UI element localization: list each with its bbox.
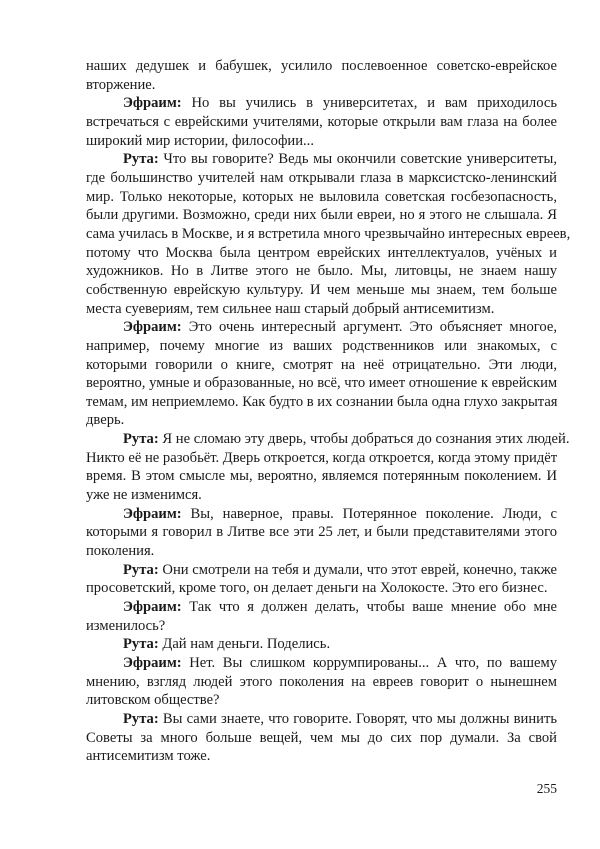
text-line bbox=[86, 449, 557, 468]
line-text: Они смотрели на тебя и думали, что этот еврей, конечно, также bbox=[162, 561, 557, 578]
line-text: Что вы говорите? Ведь мы окончили советские университеты, bbox=[163, 151, 557, 168]
text-line bbox=[86, 467, 557, 486]
speaker-name: Рута: bbox=[123, 151, 159, 168]
line-text: Это очень интересный аргумент. Это объясняет многое, bbox=[188, 319, 557, 336]
text-line bbox=[86, 542, 557, 561]
text-line bbox=[86, 225, 571, 244]
paragraph bbox=[86, 57, 557, 94]
line-text: Я не сломаю эту дверь, чтобы добраться до сознания этих людей. bbox=[162, 431, 570, 448]
speaker-name: Рута: bbox=[123, 431, 159, 448]
text-line bbox=[86, 94, 557, 113]
line-text: Никто её не разобьёт. Дверь откроется, когда откроется, когда этому придёт bbox=[86, 449, 558, 466]
line-text: были другими. Возможно, среди них были евреи, но я этого не слышала. Я bbox=[86, 207, 557, 224]
line-text: темам, им неприемлемо. Как будто в их сознании была одна глухо закрытая bbox=[86, 393, 558, 410]
text-line bbox=[86, 188, 557, 207]
line-text: уже не изменимся. bbox=[86, 487, 202, 504]
line-text: Нет. Вы слишком коррумпированы... А что, по вашему bbox=[189, 655, 557, 671]
line-text: места суевериям, тем сильнее наш старый добрый антисемитизм. bbox=[86, 300, 495, 317]
text-line bbox=[86, 635, 557, 654]
document-body bbox=[86, 57, 571, 766]
text-line bbox=[86, 318, 557, 337]
text-line bbox=[86, 169, 557, 188]
speaker-name: Эфраим: bbox=[123, 319, 182, 336]
line-text: просоветский, кроме того, он делает деньги на Холокосте. Это его бизнес. bbox=[86, 580, 548, 597]
dialogue-paragraph bbox=[86, 150, 571, 318]
text-line bbox=[86, 411, 557, 430]
line-text: изменилось? bbox=[86, 617, 166, 634]
text-line bbox=[86, 617, 557, 636]
text-line bbox=[86, 729, 557, 748]
speaker-name: Эфраим: bbox=[123, 95, 182, 112]
line-text: наших дедушек и бабушек, усилило послевоенное советско-еврейское bbox=[86, 58, 557, 74]
line-text: литовском обществе? bbox=[86, 692, 220, 709]
line-text: Но вы учились в университетах, и вам приходилось bbox=[191, 95, 557, 112]
dialogue-paragraph bbox=[86, 654, 557, 710]
line-text: дверь. bbox=[86, 412, 125, 429]
line-text: поколения. bbox=[86, 543, 155, 560]
text-line bbox=[86, 113, 557, 132]
text-line bbox=[86, 300, 557, 319]
text-line bbox=[86, 523, 557, 542]
page-number: 255 bbox=[536, 781, 557, 796]
text-line bbox=[86, 691, 557, 710]
speaker-name: Рута: bbox=[123, 561, 159, 578]
text-line bbox=[86, 76, 557, 95]
line-text: например, почему многие из ваших родственников или знакомых, с bbox=[86, 337, 557, 354]
text-line bbox=[86, 654, 557, 673]
line-text: Вы, наверное, правы. Потерянное поколение. Люди, с bbox=[190, 505, 557, 522]
line-text: Советы за много больше вещей, чем мы до сих пор думали. За свой bbox=[86, 729, 557, 746]
text-line bbox=[86, 747, 557, 766]
text-line bbox=[86, 393, 557, 412]
line-text: мир. Только некоторые, которых не выловила советская госбезопасность, bbox=[86, 188, 557, 205]
dialogue-paragraph bbox=[86, 505, 557, 561]
line-text: художников. Но в Литве этого не было. Мы, литовцы, не знаем нашу bbox=[86, 263, 557, 280]
speaker-name: Эфраим: bbox=[123, 655, 182, 671]
text-line bbox=[86, 561, 557, 580]
text-line bbox=[86, 262, 557, 281]
line-text: время. В этом смысле мы, вероятно, являемся потерянным поколением. И bbox=[86, 468, 557, 485]
text-line bbox=[86, 598, 557, 617]
line-text: Так что я должен делать, чтобы ваше мнение обо мне bbox=[189, 599, 557, 616]
text-line bbox=[86, 132, 557, 151]
speaker-name: Эфраим: bbox=[123, 599, 182, 616]
dialogue-paragraph bbox=[86, 598, 557, 635]
text-line bbox=[86, 710, 557, 729]
line-text: потому что Москва была центром еврейских интеллектуалов, учёных и bbox=[86, 244, 557, 261]
dialogue-paragraph bbox=[86, 430, 570, 505]
dialogue-paragraph bbox=[86, 561, 557, 598]
line-text: собственную еврейскую культуру. И чем меньше мы знаем, тем больше bbox=[86, 281, 557, 298]
dialogue-paragraph bbox=[86, 635, 557, 654]
dialogue-paragraph bbox=[86, 94, 557, 150]
text-line bbox=[86, 281, 557, 300]
speaker-name: Эфраим: bbox=[123, 505, 182, 522]
line-text: антисемитизм тоже. bbox=[86, 748, 211, 765]
text-line bbox=[86, 150, 557, 169]
line-text: которыми говорили о книге, смотрят на неё отрицательно. Эти люди, bbox=[86, 356, 557, 373]
line-text: вторжение. bbox=[86, 76, 156, 93]
text-line bbox=[86, 430, 570, 449]
line-text: сама училась в Москве, и я встретила много чрезвычайно интересных евреев, bbox=[86, 225, 571, 242]
line-text: мнению, взгляд людей этого поколения на евреев говорит о нынешнем bbox=[86, 673, 557, 690]
line-text: вероятно, умные и образованные, но всё, что имеет отношение к еврейским bbox=[86, 375, 558, 392]
text-line bbox=[86, 57, 557, 76]
text-line bbox=[86, 486, 557, 505]
speaker-name: Рута: bbox=[123, 636, 159, 653]
text-line bbox=[86, 206, 557, 225]
text-line bbox=[86, 505, 557, 524]
text-line bbox=[86, 579, 557, 598]
text-line bbox=[86, 337, 557, 356]
line-text: Вы сами знаете, что говорите. Говорят, что мы должны винить bbox=[162, 710, 557, 727]
line-text: которыми я говорил в Литве все эти 25 лет, и были представителями этого bbox=[86, 524, 557, 541]
line-text: широкий мир истории, философии... bbox=[86, 132, 314, 149]
text-line bbox=[86, 356, 557, 375]
text-line bbox=[86, 244, 557, 263]
text-line bbox=[86, 374, 557, 393]
speaker-name: Рута: bbox=[123, 710, 159, 727]
line-text: встречаться с еврейскими учителями, которые открыли вам глаза на более bbox=[86, 113, 557, 130]
line-text: Дай нам деньги. Поделись. bbox=[162, 636, 331, 653]
dialogue-paragraph bbox=[86, 318, 557, 430]
dialogue-paragraph bbox=[86, 710, 557, 766]
text-line bbox=[86, 673, 557, 692]
line-text: где большинство учителей нам открывали глаза в марксистско-ленинский bbox=[86, 169, 557, 186]
